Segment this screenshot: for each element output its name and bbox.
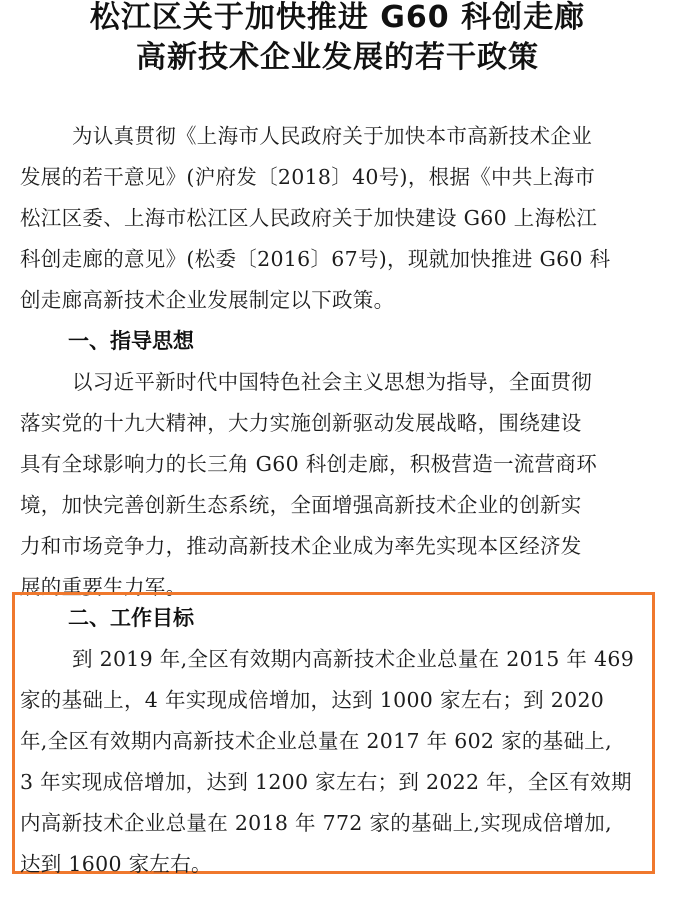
section-2-line: 3 年实现成倍增加，达到 1200 家左右；到 2022 年，全区有效期	[20, 770, 632, 794]
section-1-line: 落实党的十九大精神，大力实施创新驱动发展战略，围绕建设	[20, 411, 582, 435]
intro-line: 科创走廊的意见》(松委〔2016〕67号)，现就加快推进 G60 科	[20, 247, 611, 271]
document-title-line-2: 高新技术企业发展的若干政策	[136, 40, 539, 75]
section-1-line: 以习近平新时代中国特色社会主义思想为指导，全面贯彻	[72, 370, 592, 394]
section-1-line: 力和市场竞争力，推动高新技术企业成为率先实现本区经济发	[20, 534, 582, 558]
section-1-line: 境，加快完善创新生态系统，全面增强高新技术企业的创新实	[20, 493, 582, 517]
section-2-line: 家的基础上，4 年实现成倍增加，达到 1000 家左右；到 2020	[20, 688, 605, 712]
intro-line: 松江区委、上海市松江区人民政府关于加快建设 G60 上海松江	[20, 206, 597, 230]
intro-line: 发展的若干意见》(沪府发〔2018〕40号)，根据《中共上海市	[20, 165, 596, 189]
section-2-line: 达到 1600 家左右。	[20, 852, 212, 876]
section-1-line: 具有全球影响力的长三角 G60 科创走廊，积极营造一流营商环	[20, 452, 597, 476]
section-2-line: 到 2019 年,全区有效期内高新技术企业总量在 2015 年 469	[72, 647, 635, 671]
section-1-heading: 一、指导思想	[68, 329, 194, 353]
intro-line: 创走廊高新技术企业发展制定以下政策。	[20, 288, 395, 312]
section-2-line: 内高新技术企业总量在 2018 年 772 家的基础上,实现成倍增加,	[20, 811, 612, 835]
section-2-heading: 二、工作目标	[68, 606, 194, 630]
section-1-line: 展的重要生力军。	[20, 575, 187, 599]
document-title-line-1: 松江区关于加快推进 G60 科创走廊	[89, 0, 586, 35]
intro-line: 为认真贯彻《上海市人民政府关于加快本市高新技术企业	[72, 124, 592, 148]
section-2-line: 年,全区有效期内高新技术企业总量在 2017 年 602 家的基础上,	[20, 729, 612, 753]
